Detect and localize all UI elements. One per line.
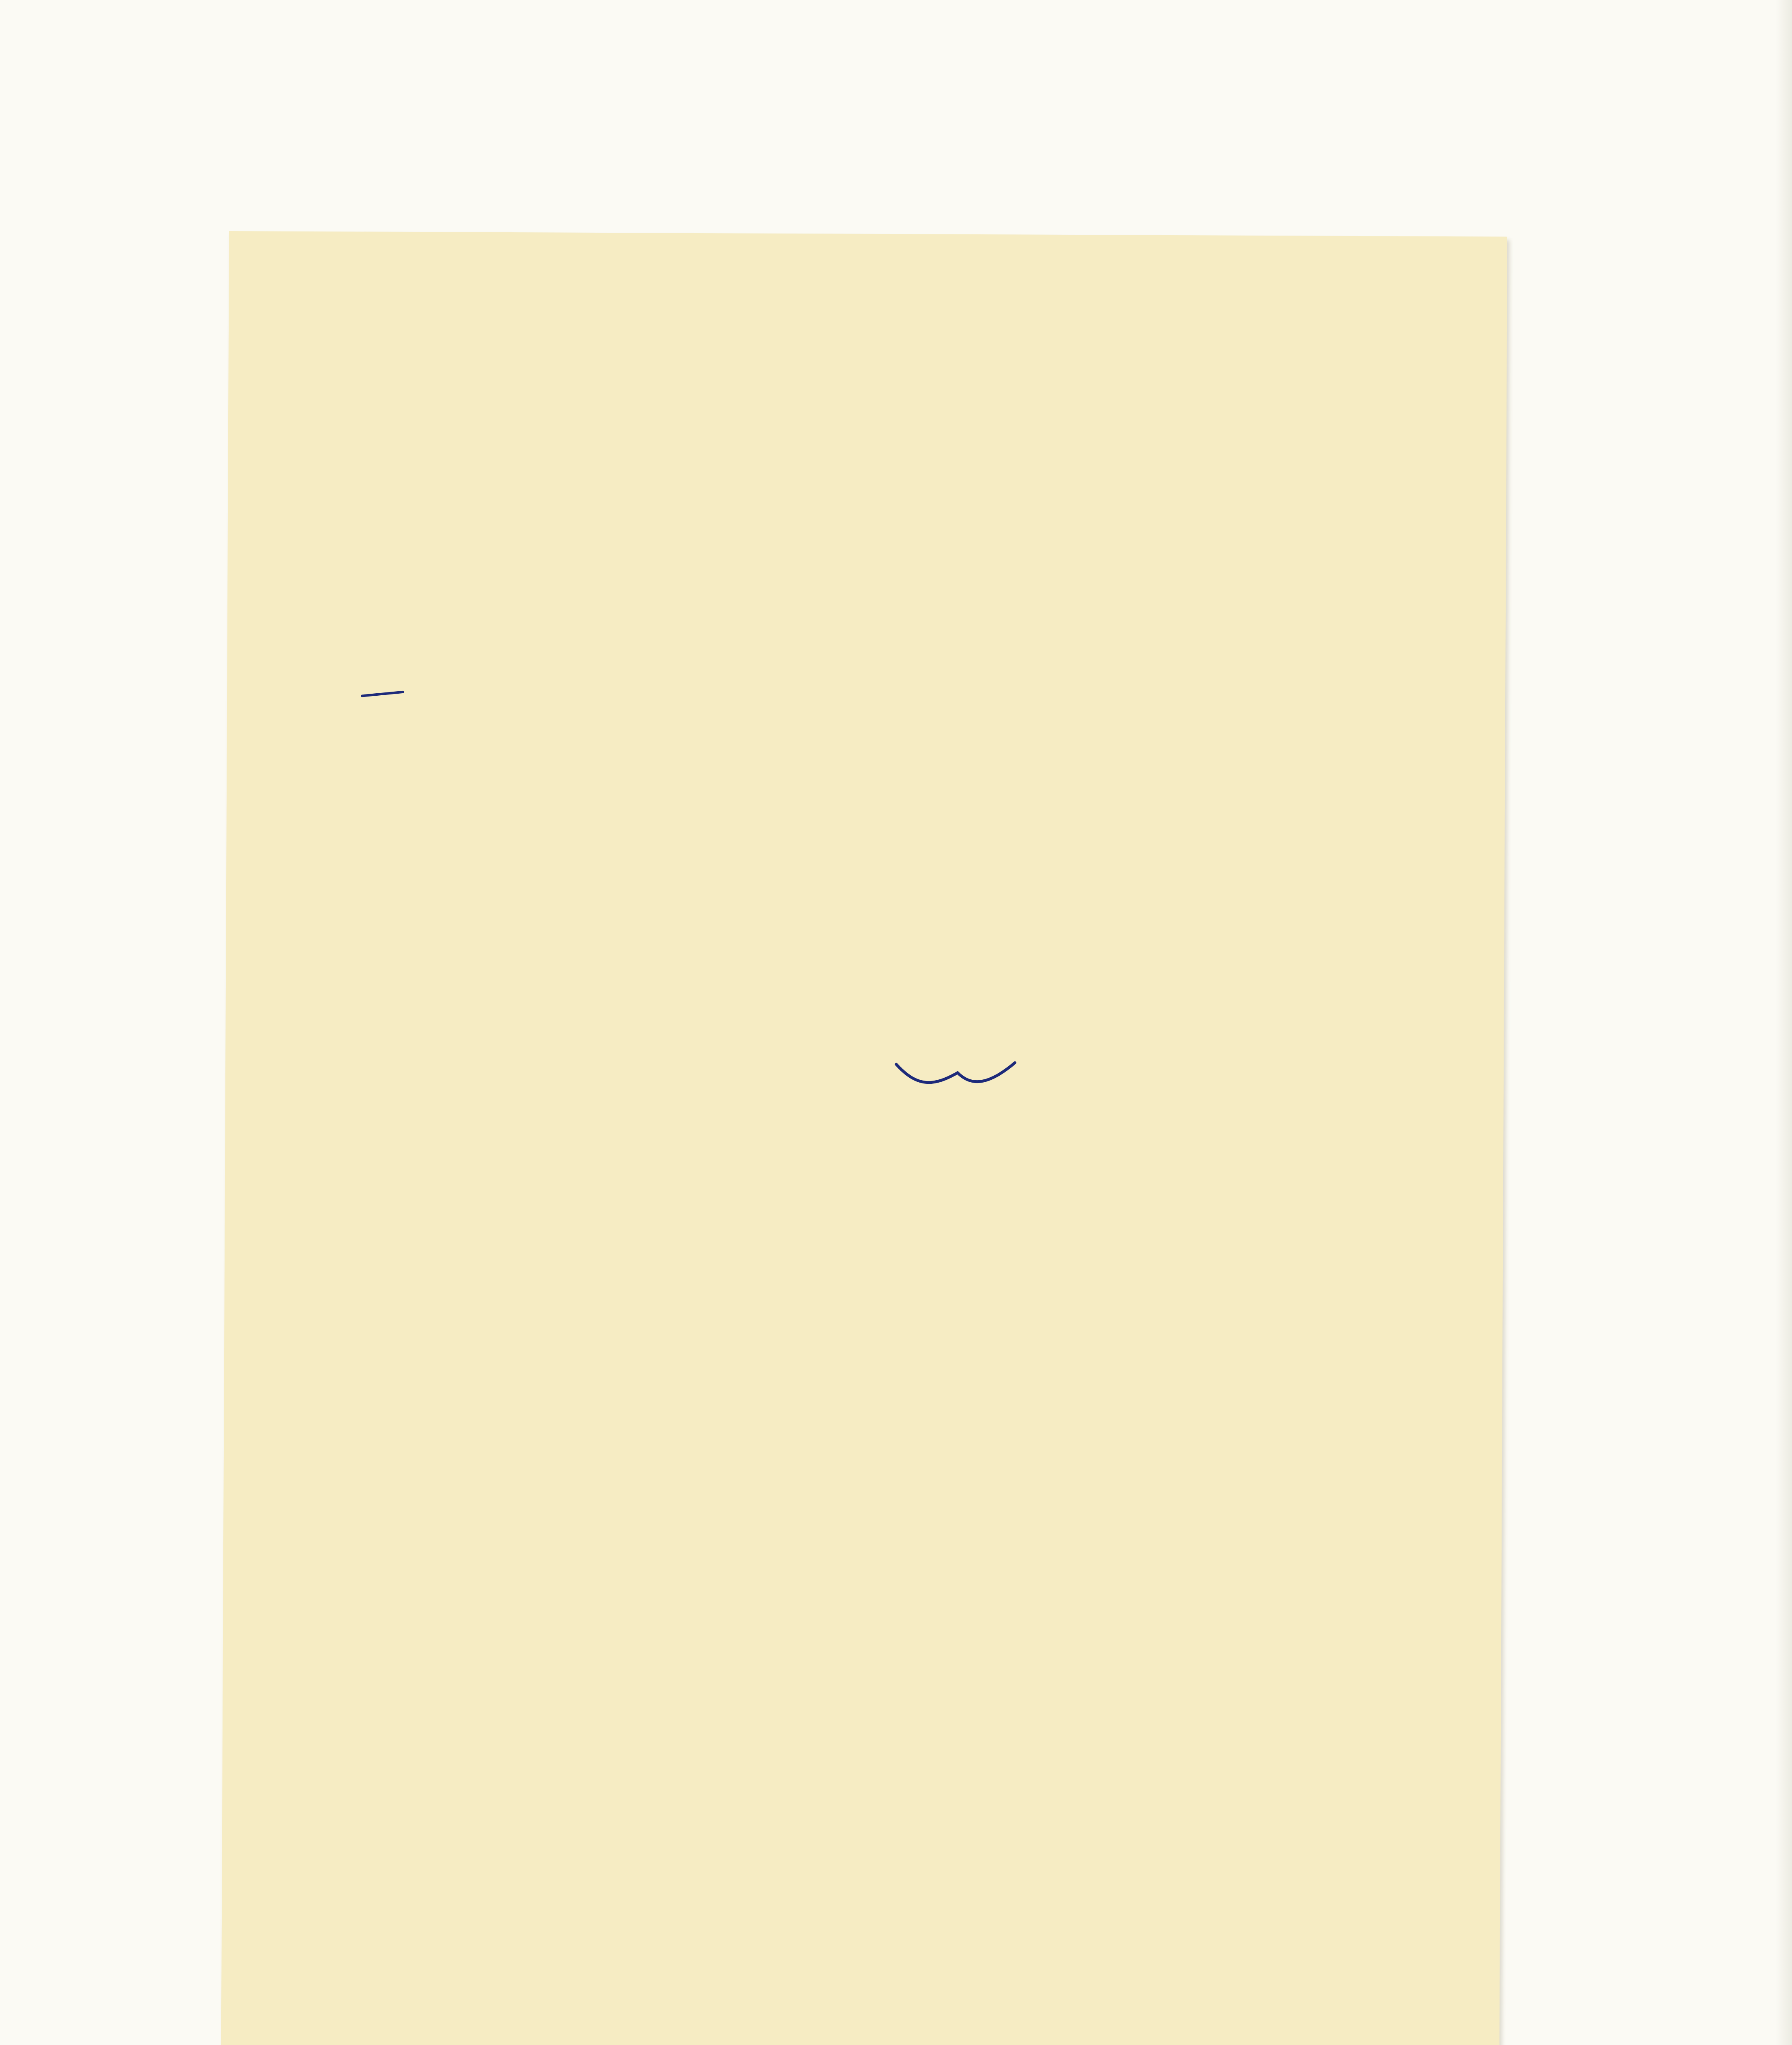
insertion-caret-mark <box>892 1048 1040 1098</box>
handwritten-correction-stroke <box>358 685 407 706</box>
body-text <box>220 231 1507 2045</box>
typewritten-page <box>220 231 1507 2045</box>
scan-background-edge <box>1776 0 1792 2045</box>
